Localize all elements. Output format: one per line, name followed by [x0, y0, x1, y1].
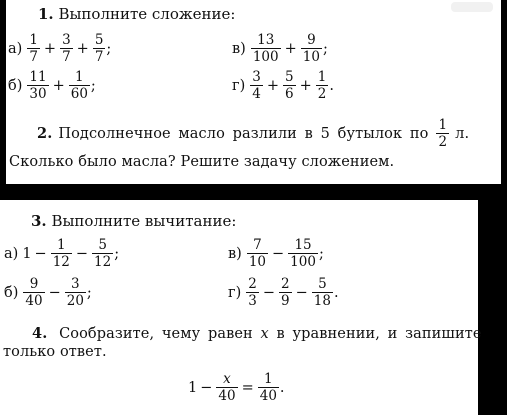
operator: +	[284, 40, 297, 57]
task3-item-b	[4, 277, 92, 308]
bottom-page-panel	[0, 200, 482, 415]
operator: −	[295, 284, 308, 301]
numerator: 13	[257, 32, 275, 48]
task1-item-g	[232, 70, 334, 101]
denominator: 10	[302, 49, 320, 65]
fraction	[246, 277, 259, 308]
task1-item-v	[232, 33, 328, 64]
denominator: 12	[52, 254, 70, 270]
numerator: 3	[71, 276, 80, 292]
operator: +	[266, 77, 280, 94]
task3-item-v	[228, 238, 324, 269]
numerator: 2	[281, 276, 290, 292]
numerator: 5	[285, 69, 294, 85]
operator: −	[34, 245, 47, 262]
task1-title: Выполните сложение:	[58, 5, 236, 23]
task1-item-b	[8, 70, 96, 101]
fraction	[316, 70, 329, 101]
task3-heading	[31, 212, 236, 230]
equals-sign: =	[241, 379, 254, 396]
task2-line2: Сколько было масла? Решите задачу сложением.	[9, 154, 395, 170]
denominator: 3	[248, 293, 257, 309]
fraction	[312, 277, 333, 308]
numerator: 2	[248, 276, 257, 292]
denominator: 20	[66, 293, 84, 309]
fraction	[250, 70, 263, 101]
numerator: 9	[307, 32, 316, 48]
fraction	[69, 70, 90, 101]
punctuation: ;	[322, 40, 328, 57]
operator: +	[43, 40, 57, 57]
numerator: 1	[75, 69, 84, 85]
task4-number: 4.	[32, 325, 48, 342]
item-label: в)	[228, 245, 242, 262]
variable: x	[260, 326, 269, 342]
numerator: 5	[94, 32, 104, 48]
fraction	[301, 33, 322, 64]
top-page-panel	[6, 0, 501, 184]
numerator: 5	[318, 276, 327, 292]
punctuation: .	[279, 379, 285, 396]
punctuation: ;	[114, 245, 120, 262]
operator: −	[75, 245, 89, 262]
denominator: 10	[248, 254, 267, 270]
fraction	[23, 277, 44, 308]
operator: −	[200, 379, 213, 396]
whole-number: 1	[188, 379, 198, 396]
denominator: 18	[313, 293, 331, 309]
denominator: 2	[438, 134, 448, 150]
punctuation: ;	[90, 77, 96, 94]
task1-heading	[38, 5, 235, 23]
fraction	[65, 277, 86, 308]
fraction	[27, 70, 48, 101]
task4-text-cont: в уравнении, и запишите	[276, 326, 482, 342]
numerator: 1	[29, 32, 38, 48]
scan-smudge	[451, 2, 493, 12]
denominator: 100	[290, 254, 316, 270]
fraction	[92, 238, 113, 269]
denominator: 40	[218, 388, 236, 404]
fraction	[27, 33, 40, 64]
fraction	[288, 238, 318, 269]
item-label: а)	[8, 40, 23, 57]
denominator: 40	[25, 293, 43, 309]
numerator: 9	[29, 276, 39, 292]
numerator: 1	[57, 237, 66, 253]
denominator: 9	[281, 293, 290, 309]
task3-number: 3.	[31, 212, 47, 230]
fraction	[216, 372, 237, 403]
fraction	[247, 238, 268, 269]
numerator: 11	[29, 69, 47, 85]
operator: −	[262, 284, 276, 301]
numerator: 5	[98, 237, 107, 253]
fraction	[279, 277, 292, 308]
task3-item-g	[228, 277, 339, 308]
numerator: 3	[252, 69, 261, 85]
task3-item-a	[4, 238, 119, 269]
numerator: 3	[62, 32, 71, 48]
item-label: в)	[232, 40, 246, 57]
item-label: б)	[8, 77, 23, 94]
operator: +	[299, 77, 312, 94]
task4-equation	[188, 372, 285, 403]
unit: л.	[455, 125, 470, 142]
denominator: 6	[285, 86, 294, 102]
numerator: 7	[253, 237, 262, 253]
task3-title: Выполните вычитание:	[51, 212, 237, 230]
fraction	[258, 372, 279, 403]
task4-line1	[32, 325, 482, 342]
punctuation: .	[333, 284, 339, 301]
task2-line1	[37, 118, 469, 149]
denominator: 7	[29, 49, 38, 65]
denominator: 100	[252, 49, 279, 65]
denominator: 30	[29, 86, 47, 102]
task2-number: 2.	[37, 125, 53, 142]
task1-number: 1.	[38, 5, 54, 23]
item-label: б)	[4, 284, 19, 301]
numerator: 1	[264, 371, 273, 387]
fraction	[436, 118, 449, 149]
punctuation: ;	[86, 284, 92, 301]
denominator: 7	[94, 49, 104, 65]
item-label: г)	[228, 284, 242, 301]
denominator: 12	[94, 254, 112, 270]
fraction	[251, 33, 281, 64]
denominator: 60	[70, 86, 88, 102]
fraction	[51, 238, 72, 269]
operator: −	[48, 284, 61, 301]
whole-number: 1	[22, 245, 32, 262]
fraction	[60, 33, 73, 64]
denominator: 40	[259, 388, 277, 404]
punctuation: ;	[106, 40, 112, 57]
operator: −	[272, 245, 285, 262]
denominator: 2	[317, 86, 327, 102]
task2-text: Подсолнечное масло разлили в 5 бутылок по	[58, 125, 429, 142]
task4-text: Сообразите, чему равен	[59, 326, 253, 342]
numerator: 1	[438, 117, 448, 133]
fraction	[283, 70, 296, 101]
item-label: а)	[4, 245, 19, 262]
numerator: 1	[317, 69, 327, 85]
item-label: г)	[232, 77, 246, 94]
task1-item-a	[8, 33, 111, 64]
operator: +	[52, 77, 65, 94]
numerator: x	[223, 371, 231, 387]
punctuation: .	[329, 77, 334, 94]
operator: +	[76, 40, 89, 57]
fraction	[93, 33, 106, 64]
punctuation: ;	[318, 245, 324, 262]
numerator: 15	[294, 237, 312, 253]
denominator: 4	[252, 86, 261, 102]
denominator: 7	[62, 49, 71, 65]
task4-line2: только ответ.	[3, 344, 107, 360]
